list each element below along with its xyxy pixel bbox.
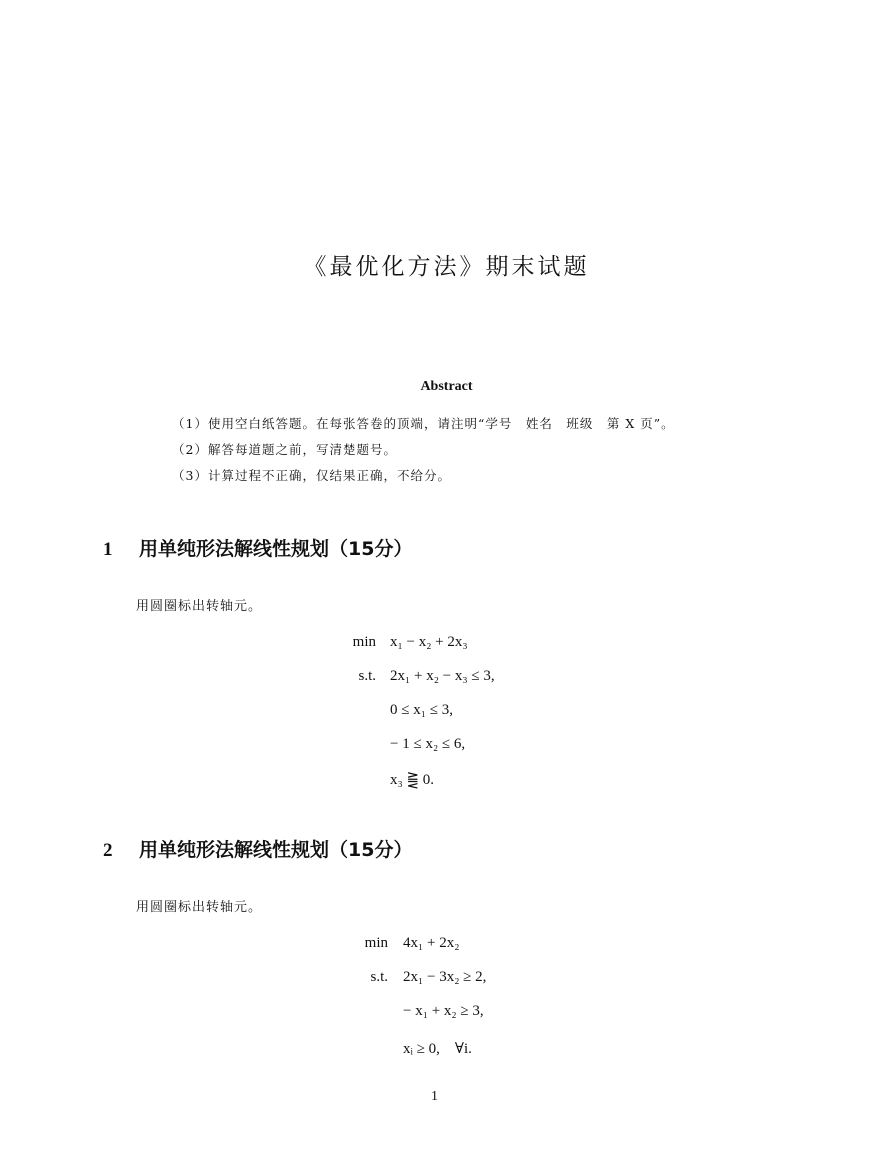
objective-expression: 4x₁ + 2x₂ bbox=[403, 935, 460, 951]
section-heading bbox=[103, 534, 412, 561]
section-intro: 用圆圈标出转轴元。 bbox=[136, 900, 263, 915]
constraint-row: x₃ ⪌ 0. bbox=[390, 772, 435, 788]
section-number: 1 bbox=[103, 539, 113, 560]
constraint-row: 2x₁ − 3x₂ ≥ 2, bbox=[403, 969, 487, 985]
section-title: 用单纯形法解线性规划（15分） bbox=[139, 839, 413, 861]
section-intro: 用圆圈标出转轴元。 bbox=[136, 599, 263, 614]
section-heading bbox=[103, 835, 412, 862]
abstract-heading: Abstract bbox=[420, 379, 473, 394]
objective-label: min bbox=[352, 634, 376, 650]
page-number: 1 bbox=[431, 1089, 438, 1104]
objective-label: min bbox=[364, 935, 388, 951]
constraint-label: s.t. bbox=[358, 668, 376, 684]
abstract-line: （1）使用空白纸答题。在每张答卷的顶端，请注明“学号 姓名 班级 第 X 页”。 bbox=[172, 416, 675, 431]
abstract-line: （2）解答每道题之前，写清楚题号。 bbox=[172, 442, 397, 457]
constraint-label: s.t. bbox=[370, 969, 388, 985]
section-number: 2 bbox=[103, 840, 113, 861]
constraint-row: 2x₁ + x₂ − x₃ ≤ 3, bbox=[390, 668, 495, 684]
abstract-line: （3）计算过程不正确，仅结果正确，不给分。 bbox=[172, 468, 451, 483]
constraint-row: − x₁ + x₂ ≥ 3, bbox=[403, 1003, 484, 1019]
section-title: 用单纯形法解线性规划（15分） bbox=[139, 538, 413, 560]
constraint-row: − 1 ≤ x₂ ≤ 6, bbox=[390, 736, 466, 752]
constraint-row: 0 ≤ x₁ ≤ 3, bbox=[390, 702, 453, 718]
objective-expression: x₁ − x₂ + 2x₃ bbox=[390, 634, 468, 650]
page-title: 《最优化方法》期末试题 bbox=[303, 254, 590, 280]
constraint-row: xᵢ ≥ 0, ∀i. bbox=[403, 1041, 472, 1057]
